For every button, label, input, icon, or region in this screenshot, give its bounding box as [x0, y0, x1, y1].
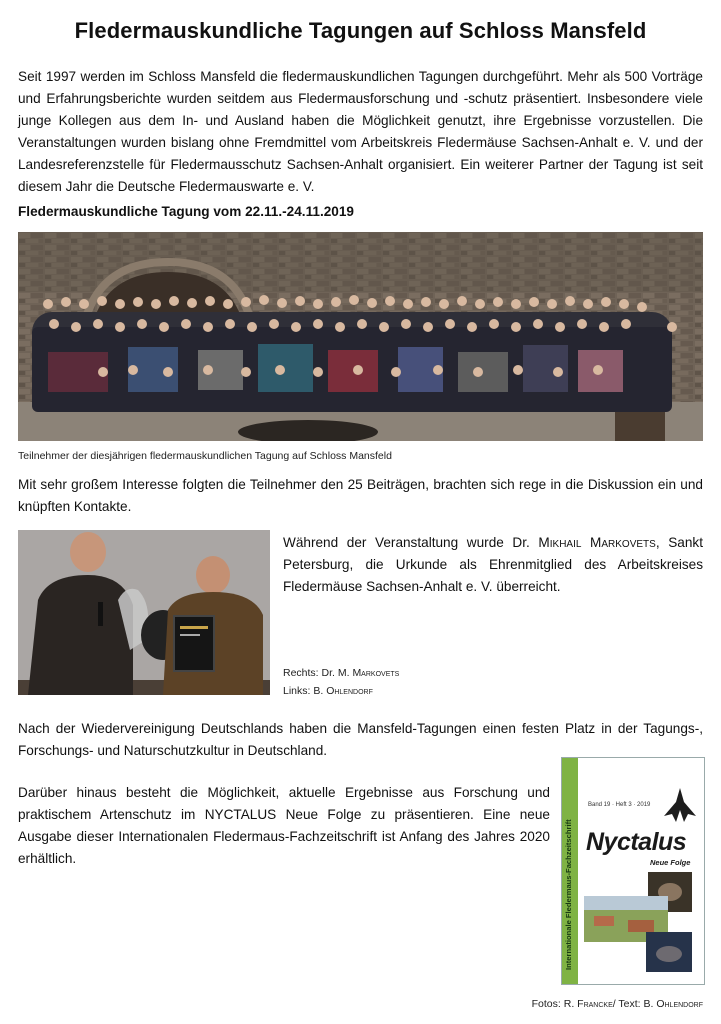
credits-photographer: Francke: [577, 998, 613, 1010]
cover-issue-info: Band 19 · Heft 3 · 2019: [588, 802, 651, 808]
award-photo: [18, 530, 270, 695]
caption-right-prefix: Rechts: Dr. M.: [283, 667, 353, 679]
reunification-paragraph: Nach der Wiedervereinigung Deutschlands haben die Mansfeld-Tagungen einen festen Platz in der Tagungs-, Forschungs- und Naturschutzkultur in Deutschland.: [18, 721, 703, 758]
credits-prefix: Fotos: R.: [531, 998, 578, 1010]
cover-logo: Nyctalus: [586, 828, 687, 856]
credits-author: Ohlendorf: [656, 998, 703, 1010]
nyctalus-paragraph: Darüber hinaus besteht die Möglichkeit, aktuelle Ergebnisse aus Forschung und praktischem Artenschutz im NYCTALUS Neue Folge zu präsentieren. Eine neue Ausgabe dieser Internationalen Fledermaus-Fachzeitschrift ist Anfang des Jahres 2020 erhältlich.: [18, 785, 550, 866]
award-paragraph: [283, 532, 703, 598]
group-photo: [18, 232, 703, 441]
caption-left-person: [283, 682, 399, 700]
award-photo-caption: [283, 664, 399, 700]
cover-spine-text: Internationale Fledermaus-Fachzeitschrift: [564, 819, 573, 970]
bat-icon: [662, 786, 698, 828]
conference-subheading: Fledermauskundliche Tagung vom 22.11.-24.11.2019: [18, 204, 354, 219]
intro-paragraph: Seit 1997 werden im Schloss Mansfeld die fledermauskundlichen Tagungen durchgeführt. Mehr als 500 Vorträge und Erfahrungsberichte wurden seitdem aus Fledermausforschung und -schutz präsentiert. Insbesondere viele junge Kollegen aus dem In- und Ausland haben die Möglichkeit genutzt, ihre Ergebnisse vorzustellen. Die Veranstaltungen wurden bislang ohne Fremdmittel vom Arbeitskreis Fledermäuse Sachsen-Anhalt e. V. und der Landesreferenzstelle für Fledermausschutz Sachsen-Anhalt organisiert. Ein weiterer Partner der Tagung ist seit diesem Jahr die Deutsche Fledermauswarte e. V.: [18, 69, 703, 194]
caption-right-person: [283, 664, 399, 682]
award-recipient-name: Mikhail Markovets: [538, 535, 656, 550]
cover-subtitle: Neue Folge: [650, 858, 691, 867]
page-title: Fledermauskundliche Tagungen auf Schloss Mansfeld: [74, 18, 647, 43]
caption-right-name: Markovets: [352, 667, 400, 679]
group-photo-caption: Teilnehmer der diesjährigen fledermauskundlichen Tagung auf Schloss Mansfeld: [18, 450, 392, 462]
interest-paragraph: Mit sehr großem Interesse folgten die Teilnehmer den 25 Beiträgen, brachten sich rege in die Diskussion ein und knüpften Kontakte.: [18, 477, 703, 514]
nyctalus-cover: [561, 757, 705, 985]
award-text-after: , Sankt Petersburg, die Urkunde als Ehrenmitglied des Arbeitskreises Fledermäuse Sachsen-Anhalt e. V. überreicht.: [283, 535, 703, 594]
photo-text-credits: [532, 998, 703, 1010]
caption-left-name: Ohlendorf: [326, 685, 373, 697]
award-text-before: Während der Veranstaltung wurde Dr.: [283, 535, 539, 550]
group-photo-illustration: [18, 232, 703, 441]
credits-middle: / Text: B.: [612, 998, 657, 1010]
caption-left-prefix: Links: B.: [283, 685, 327, 697]
award-photo-illustration: [18, 530, 270, 695]
cover-photo-bat-2: [646, 932, 692, 972]
